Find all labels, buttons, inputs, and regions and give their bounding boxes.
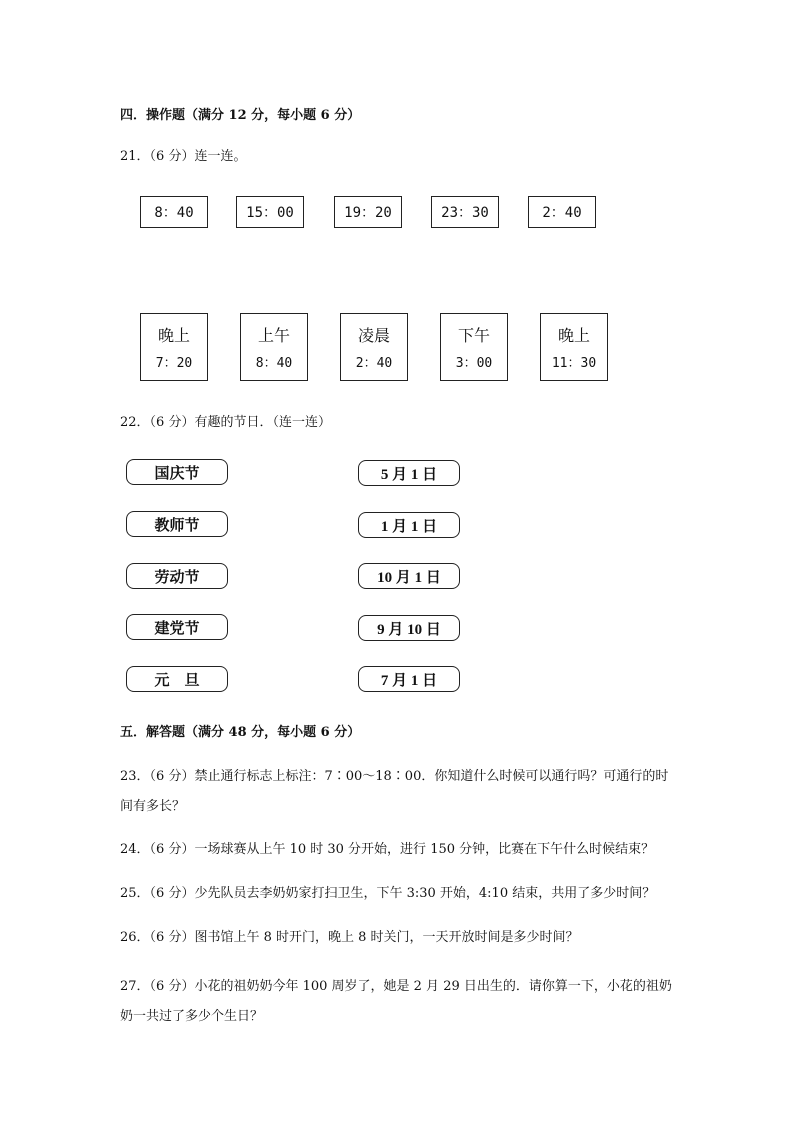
question-26: 26．（6 分）图书馆上午 8 时开门，晚上 8 时关门，一天开放时间是多少时间？ xyxy=(120,930,579,945)
period-box-1[interactable] xyxy=(140,313,208,381)
period-time: 7：20 xyxy=(155,356,193,371)
q22-prompt: 22．（6 分）有趣的节日．（连一连） xyxy=(120,415,331,430)
period-time: 11：30 xyxy=(551,356,597,371)
question-23: 23．（6 分）禁止通行标志上标注：7∶00～18∶00．你知道什么时候可以通行吗？可通行的时间有多长？ xyxy=(120,769,669,814)
question-27: 27．（6 分）小花的祖奶奶今年 100 周岁了，她是 2 月 29 日出生的．请你算一下，小花的祖奶奶一共过了多少个生日？ xyxy=(120,979,672,1024)
period-box-4[interactable] xyxy=(440,313,508,381)
period-time: 2：40 xyxy=(355,356,393,371)
period-label: 晚上 xyxy=(157,326,190,345)
date-pill-4[interactable]: 9 月 10 日 xyxy=(358,615,460,641)
period-time: 8：40 xyxy=(255,356,293,371)
festival-pill-2[interactable]: 教师节 xyxy=(126,511,228,537)
period-time: 3：00 xyxy=(455,356,493,371)
festival-pill-4[interactable]: 建党节 xyxy=(126,614,228,640)
date-pill-3[interactable]: 10 月 1 日 xyxy=(358,563,460,589)
time-box-3[interactable]: 19：20 xyxy=(334,196,402,228)
question-24: 24．（6 分）一场球赛从上午 10 时 30 分开始，进行 150 分钟，比赛在下午什么时候结束？ xyxy=(120,842,655,857)
time-box-2[interactable]: 15：00 xyxy=(236,196,304,228)
q21-prompt: 21．（6 分）连一连。 xyxy=(120,149,247,164)
date-pill-2[interactable]: 1 月 1 日 xyxy=(358,512,460,538)
section-5-title: 五．解答题（满分 48 分，每小题 6 分） xyxy=(120,725,361,740)
time-box-1[interactable]: 8：40 xyxy=(140,196,208,228)
period-box-3[interactable] xyxy=(340,313,408,381)
festival-pill-1[interactable]: 国庆节 xyxy=(126,459,228,485)
period-box-2[interactable] xyxy=(240,313,308,381)
festival-pill-3[interactable]: 劳动节 xyxy=(126,563,228,589)
period-label: 上午 xyxy=(257,326,290,345)
section-4-title: 四．操作题（满分 12 分，每小题 6 分） xyxy=(120,108,361,123)
date-pill-1[interactable]: 5 月 1 日 xyxy=(358,460,460,486)
question-25: 25．（6 分）少先队员去李奶奶家打扫卫生，下午 3:30 开始，4:10 结束，共用了多少时间？ xyxy=(120,886,656,901)
festival-pill-5[interactable]: 元 旦 xyxy=(126,666,228,692)
period-label: 下午 xyxy=(457,326,490,345)
date-pill-5[interactable]: 7 月 1 日 xyxy=(358,666,460,692)
time-box-5[interactable]: 2：40 xyxy=(528,196,596,228)
time-box-4[interactable]: 23：30 xyxy=(431,196,499,228)
period-label: 晚上 xyxy=(557,326,590,345)
period-label: 凌晨 xyxy=(357,326,390,345)
period-box-5[interactable] xyxy=(540,313,608,381)
